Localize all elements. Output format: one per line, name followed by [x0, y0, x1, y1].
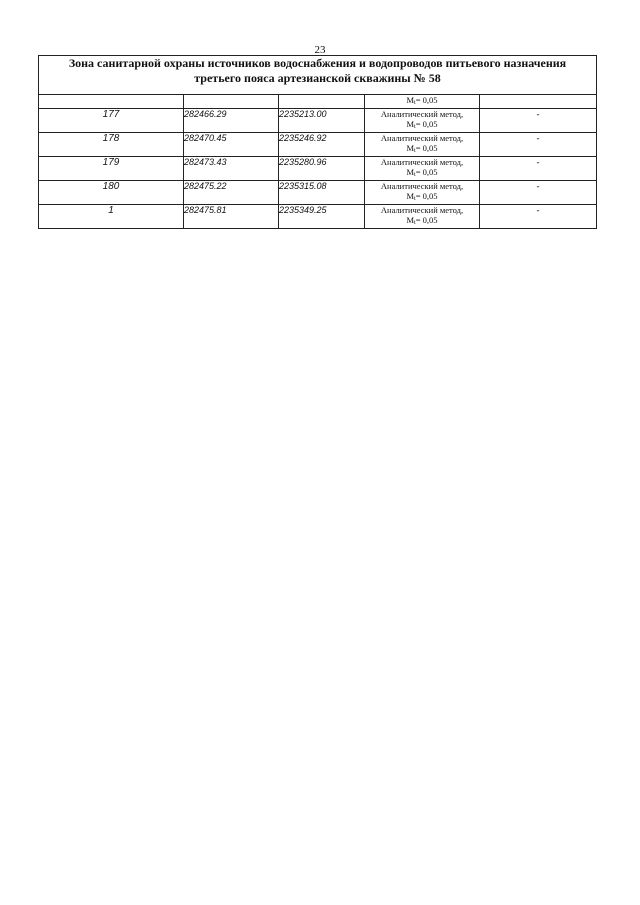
method-symbol: M [406, 167, 415, 177]
method-subscript: t [414, 196, 416, 202]
accuracy-cell: - [480, 109, 597, 133]
method-text: Аналитический метод, [380, 181, 464, 191]
method-subscript: t [414, 124, 416, 130]
table-row [39, 109, 597, 133]
method-symbol: M [406, 143, 415, 153]
point-number: 180 [39, 181, 184, 205]
coord-x: 282473.43 [184, 157, 279, 181]
accuracy-cell: - [480, 205, 597, 229]
coord-y: 2235280.96 [279, 157, 365, 181]
point-number: 179 [39, 157, 184, 181]
table-title-line-2: третьего пояса артезианской скважины № 58 [194, 71, 441, 85]
coord-y: 2235315.08 [279, 181, 365, 205]
table-title-line-1: Зона санитарной охраны источников водоснабжения и водопроводов питьевого назначения [68, 56, 567, 70]
table-title [39, 56, 597, 95]
table-row [39, 157, 597, 181]
method-cell [365, 133, 480, 157]
method-symbol: M [406, 95, 415, 105]
method-symbol: M [406, 119, 415, 129]
method-subscript: t [414, 172, 416, 178]
method-value: = 0,05 [415, 215, 438, 225]
method-value: = 0,05 [415, 143, 438, 153]
coord-y: 2235213.00 [279, 109, 365, 133]
coord-x: 282475.81 [184, 205, 279, 229]
point-number: 1 [39, 205, 184, 229]
method-text: Аналитический метод, [380, 109, 464, 119]
method-subscript: t [414, 100, 416, 106]
point-number: 178 [39, 133, 184, 157]
table-title-row [39, 56, 597, 95]
table-row [39, 181, 597, 205]
method-value: = 0,05 [415, 95, 438, 105]
coord-x: 282470.45 [184, 133, 279, 157]
method-value: = 0,05 [415, 191, 438, 201]
coord-y: 2235349.25 [279, 205, 365, 229]
method-subscript: t [414, 148, 416, 154]
accuracy-cell: - [480, 181, 597, 205]
method-text: Аналитический метод, [380, 157, 464, 167]
method-text: Аналитический метод, [380, 205, 464, 215]
continuation-row [39, 95, 597, 109]
table-cell [184, 95, 279, 109]
table-cell [480, 95, 597, 109]
method-symbol: M [406, 215, 415, 225]
page-number: 23 [314, 44, 326, 56]
method-cell [365, 205, 480, 229]
coord-x: 282466.29 [184, 109, 279, 133]
point-number: 177 [39, 109, 184, 133]
table-cell [279, 95, 365, 109]
method-cell [365, 95, 480, 109]
method-symbol: M [406, 191, 415, 201]
method-cell [365, 181, 480, 205]
coordinates-table [38, 55, 597, 229]
table-cell [39, 95, 184, 109]
method-value: = 0,05 [415, 167, 438, 177]
method-value: = 0,05 [415, 119, 438, 129]
coord-y: 2235246.92 [279, 133, 365, 157]
table-row [39, 133, 597, 157]
accuracy-cell: - [480, 133, 597, 157]
coord-x: 282475.22 [184, 181, 279, 205]
method-cell [365, 157, 480, 181]
accuracy-cell: - [480, 157, 597, 181]
method-text: Аналитический метод, [380, 133, 464, 143]
method-subscript: t [414, 220, 416, 226]
table-row [39, 205, 597, 229]
method-cell [365, 109, 480, 133]
